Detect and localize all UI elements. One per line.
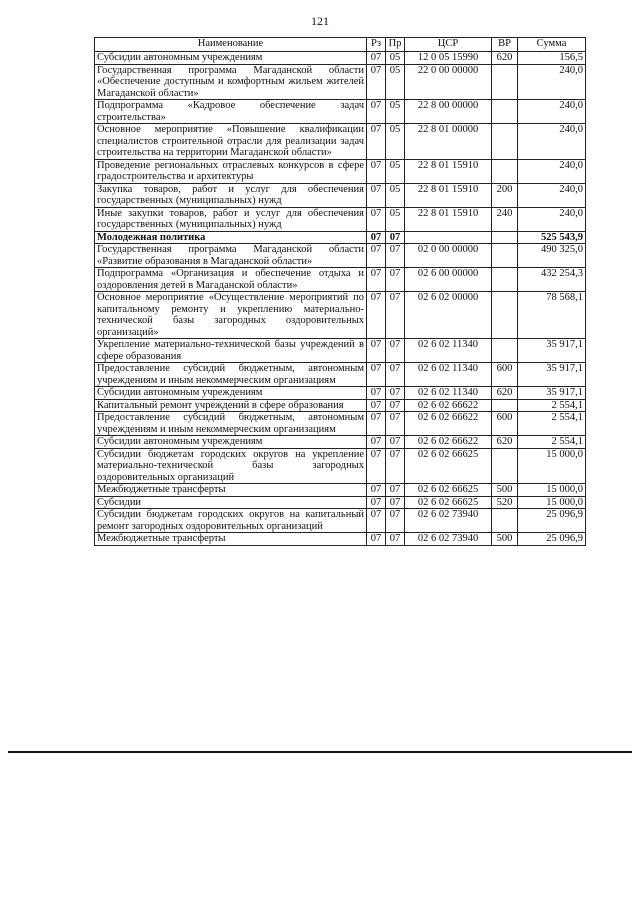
row-csr: 02 6 02 66625 <box>405 448 492 484</box>
row-rz: 07 <box>367 412 386 436</box>
row-vr: 620 <box>492 436 518 449</box>
row-pr: 07 <box>386 292 405 339</box>
row-csr: 02 6 02 73940 <box>405 509 492 533</box>
table-row <box>95 64 586 100</box>
row-rz: 07 <box>367 183 386 207</box>
row-csr: 22 0 00 00000 <box>405 64 492 100</box>
row-sum: 15 000,0 <box>518 448 586 484</box>
row-name: Государственная программа Магаданской области «Развитие образования в Магаданской области» <box>95 244 367 268</box>
row-pr: 07 <box>386 496 405 509</box>
row-csr: 02 6 02 66622 <box>405 399 492 412</box>
row-pr: 07 <box>386 339 405 363</box>
table-row <box>95 509 586 533</box>
table-row <box>95 496 586 509</box>
row-sum: 25 096,9 <box>518 533 586 546</box>
row-vr: 620 <box>492 52 518 65</box>
table-row <box>95 268 586 292</box>
row-csr: 02 6 02 73940 <box>405 533 492 546</box>
row-rz: 07 <box>367 124 386 160</box>
row-vr: 520 <box>492 496 518 509</box>
row-vr <box>492 124 518 160</box>
row-rz: 07 <box>367 399 386 412</box>
row-name: Субсидии автономным учреждениям <box>95 436 367 449</box>
row-rz: 07 <box>367 339 386 363</box>
row-name: Субсидии <box>95 496 367 509</box>
row-rz: 07 <box>367 496 386 509</box>
row-pr: 05 <box>386 52 405 65</box>
row-csr: 22 8 01 15910 <box>405 183 492 207</box>
row-sum: 525 543,9 <box>518 231 586 244</box>
row-sum: 240,0 <box>518 100 586 124</box>
row-csr: 02 0 00 00000 <box>405 244 492 268</box>
row-pr: 05 <box>386 159 405 183</box>
row-vr: 620 <box>492 387 518 400</box>
row-csr <box>405 231 492 244</box>
header-sum: Сумма <box>518 38 586 52</box>
row-rz: 07 <box>367 509 386 533</box>
row-rz: 07 <box>367 268 386 292</box>
row-sum: 35 917,1 <box>518 387 586 400</box>
row-sum: 15 000,0 <box>518 484 586 497</box>
table-row <box>95 436 586 449</box>
table-row <box>95 52 586 65</box>
row-name: Субсидии бюджетам городских округов на укрепление материально-технической базы загородных оздоровительных организаций <box>95 448 367 484</box>
row-csr: 02 6 00 00000 <box>405 268 492 292</box>
row-vr: 500 <box>492 484 518 497</box>
row-pr: 07 <box>386 436 405 449</box>
row-name: Субсидии автономным учреждениям <box>95 387 367 400</box>
row-csr: 02 6 02 11340 <box>405 339 492 363</box>
row-sum: 35 917,1 <box>518 363 586 387</box>
row-csr: 22 8 00 00000 <box>405 100 492 124</box>
row-csr: 02 6 02 66622 <box>405 412 492 436</box>
row-name: Основное мероприятие «Осуществление мероприятий по капитальному ремонту и укреплению материально-технической базы загородных оздоровительных организаций» <box>95 292 367 339</box>
table-header-row <box>95 38 586 52</box>
row-name: Предоставление субсидий бюджетным, автономным учреждениям и иным некоммерческим организациям <box>95 412 367 436</box>
row-pr: 07 <box>386 399 405 412</box>
row-name: Государственная программа Магаданской области «Обеспечение доступным и комфортным жильем жителей Магаданской области» <box>95 64 367 100</box>
row-name: Предоставление субсидий бюджетным, автономным учреждениям и иным некоммерческим организациям <box>95 363 367 387</box>
row-name: Межбюджетные трансферты <box>95 484 367 497</box>
row-vr <box>492 339 518 363</box>
row-vr: 200 <box>492 183 518 207</box>
row-pr: 07 <box>386 448 405 484</box>
row-name: Подпрограмма «Организация и обеспечение отдыха и оздоровления детей в Магаданской области» <box>95 268 367 292</box>
row-sum: 78 568,1 <box>518 292 586 339</box>
row-vr <box>492 244 518 268</box>
row-vr <box>492 268 518 292</box>
header-rz: Рз <box>367 38 386 52</box>
table-row <box>95 100 586 124</box>
row-csr: 12 0 05 15990 <box>405 52 492 65</box>
row-name: Молодежная политика <box>95 231 367 244</box>
row-name: Межбюджетные трансферты <box>95 533 367 546</box>
table-row <box>95 292 586 339</box>
row-csr: 02 6 02 11340 <box>405 387 492 400</box>
table-row <box>95 339 586 363</box>
row-rz: 07 <box>367 231 386 244</box>
row-pr: 07 <box>386 244 405 268</box>
row-sum: 240,0 <box>518 64 586 100</box>
row-pr: 05 <box>386 64 405 100</box>
table-row <box>95 399 586 412</box>
row-name: Капитальный ремонт учреждений в сфере образования <box>95 399 367 412</box>
table-row <box>95 124 586 160</box>
row-csr: 02 6 02 66625 <box>405 484 492 497</box>
row-sum: 25 096,9 <box>518 509 586 533</box>
row-name: Закупка товаров, работ и услуг для обеспечения государственных (муниципальных) нужд <box>95 183 367 207</box>
row-sum: 432 254,3 <box>518 268 586 292</box>
row-csr: 22 8 01 15910 <box>405 159 492 183</box>
row-csr: 22 8 01 15910 <box>405 207 492 231</box>
row-name: Иные закупки товаров, работ и услуг для обеспечения государственных (муниципальных) нужд <box>95 207 367 231</box>
header-pr: Пр <box>386 38 405 52</box>
row-pr: 07 <box>386 533 405 546</box>
row-pr: 07 <box>386 509 405 533</box>
table-row <box>95 207 586 231</box>
row-csr: 02 6 02 00000 <box>405 292 492 339</box>
header-vr: ВР <box>492 38 518 52</box>
table-row <box>95 448 586 484</box>
row-csr: 02 6 02 66622 <box>405 436 492 449</box>
table-row <box>95 387 586 400</box>
row-sum: 2 554,1 <box>518 399 586 412</box>
table-row <box>95 244 586 268</box>
row-pr: 07 <box>386 363 405 387</box>
row-pr: 05 <box>386 100 405 124</box>
page-divider <box>8 751 632 753</box>
row-vr <box>492 399 518 412</box>
row-vr: 240 <box>492 207 518 231</box>
row-sum: 15 000,0 <box>518 496 586 509</box>
row-rz: 07 <box>367 533 386 546</box>
row-vr <box>492 292 518 339</box>
row-rz: 07 <box>367 448 386 484</box>
row-sum: 240,0 <box>518 207 586 231</box>
table-row <box>95 159 586 183</box>
row-vr <box>492 64 518 100</box>
header-name: Наименование <box>95 38 367 52</box>
row-rz: 07 <box>367 244 386 268</box>
row-vr <box>492 231 518 244</box>
table-body <box>95 52 586 546</box>
row-vr: 600 <box>492 363 518 387</box>
row-sum: 2 554,1 <box>518 412 586 436</box>
header-csr: ЦСР <box>405 38 492 52</box>
table-row <box>95 484 586 497</box>
row-rz: 07 <box>367 100 386 124</box>
table-row <box>95 533 586 546</box>
row-name: Основное мероприятие «Повышение квалификации специалистов строительной отрасли для реализации задач строительства на территории Магаданской области» <box>95 124 367 160</box>
row-sum: 240,0 <box>518 124 586 160</box>
row-csr: 02 6 02 66625 <box>405 496 492 509</box>
row-rz: 07 <box>367 387 386 400</box>
row-vr <box>492 509 518 533</box>
row-sum: 35 917,1 <box>518 339 586 363</box>
row-name: Подпрограмма «Кадровое обеспечение задач строительства» <box>95 100 367 124</box>
page-number: 121 <box>311 14 329 28</box>
row-sum: 156,5 <box>518 52 586 65</box>
table-row <box>95 363 586 387</box>
row-vr <box>492 100 518 124</box>
row-sum: 490 325,0 <box>518 244 586 268</box>
row-pr: 05 <box>386 124 405 160</box>
budget-table <box>94 37 586 546</box>
row-rz: 07 <box>367 159 386 183</box>
row-pr: 05 <box>386 207 405 231</box>
row-name: Укрепление материально-технической базы учреждений в сфере образования <box>95 339 367 363</box>
table-row <box>95 231 586 244</box>
row-rz: 07 <box>367 52 386 65</box>
row-pr: 07 <box>386 231 405 244</box>
row-csr: 02 6 02 11340 <box>405 363 492 387</box>
row-pr: 07 <box>386 484 405 497</box>
row-sum: 240,0 <box>518 183 586 207</box>
row-rz: 07 <box>367 64 386 100</box>
row-rz: 07 <box>367 484 386 497</box>
row-vr <box>492 448 518 484</box>
row-rz: 07 <box>367 292 386 339</box>
row-sum: 2 554,1 <box>518 436 586 449</box>
row-name: Субсидии бюджетам городских округов на капитальный ремонт загородных оздоровительных организаций <box>95 509 367 533</box>
row-name: Субсидии автономным учреждениям <box>95 52 367 65</box>
row-rz: 07 <box>367 207 386 231</box>
row-pr: 05 <box>386 183 405 207</box>
row-vr: 500 <box>492 533 518 546</box>
row-name: Проведение региональных отраслевых конкурсов в сфере градостроительства и архитектуры <box>95 159 367 183</box>
row-rz: 07 <box>367 436 386 449</box>
row-pr: 07 <box>386 268 405 292</box>
table-row <box>95 183 586 207</box>
row-vr <box>492 159 518 183</box>
table-row <box>95 412 586 436</box>
row-vr: 600 <box>492 412 518 436</box>
row-pr: 07 <box>386 387 405 400</box>
row-rz: 07 <box>367 363 386 387</box>
row-csr: 22 8 01 00000 <box>405 124 492 160</box>
row-pr: 07 <box>386 412 405 436</box>
row-sum: 240,0 <box>518 159 586 183</box>
